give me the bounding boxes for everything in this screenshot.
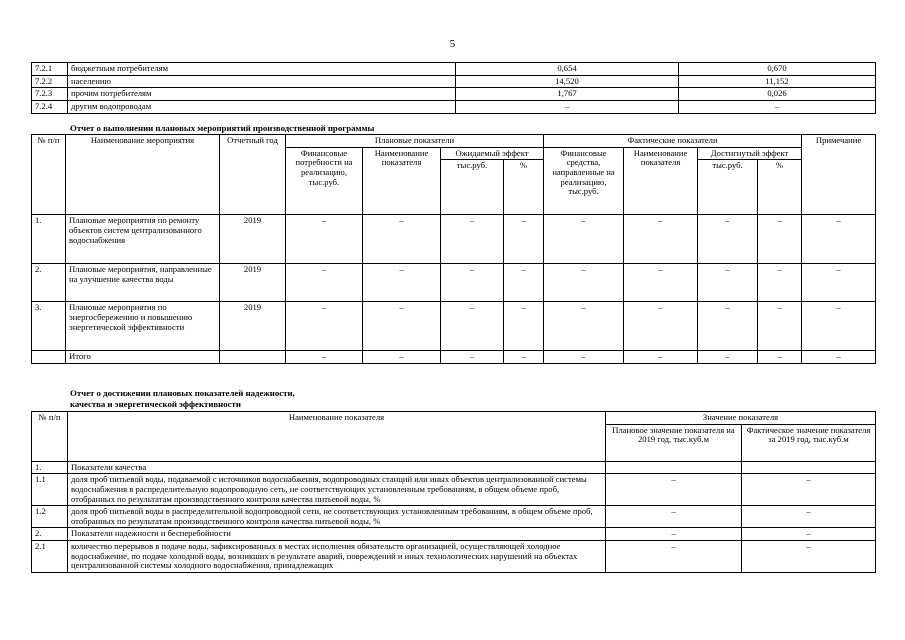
cell: – — [624, 351, 698, 364]
row-value-1: – — [456, 100, 679, 113]
row-number: 3. — [32, 302, 66, 351]
cell: – — [286, 302, 363, 351]
row-number: 1.1 — [32, 474, 68, 506]
cell: – — [441, 351, 504, 364]
table-row — [32, 302, 876, 351]
cell: – — [544, 302, 624, 351]
table-row — [32, 88, 876, 101]
cell: – — [802, 351, 876, 364]
row-name: Плановые мероприятия по ремонту объектов систем централизованного водоснабжения — [66, 215, 220, 264]
fact-value: – — [742, 541, 876, 573]
fact-value-header: Фактическое значение показателя за 2019 год, тыс.куб.м — [742, 424, 876, 461]
cell: – — [624, 302, 698, 351]
row-number: 2. — [32, 264, 66, 302]
row-value-1: 0,654 — [456, 63, 679, 76]
row-number: 2. — [32, 528, 68, 541]
plan-pct-header: % — [504, 160, 544, 215]
row-name: Показатели качества — [68, 461, 606, 474]
cell: – — [698, 302, 758, 351]
section2-title-line2: качества и энергетической эффективности — [70, 398, 241, 409]
row-year — [220, 351, 286, 364]
indicators-table — [31, 411, 876, 573]
fact-pct-header: % — [758, 160, 802, 215]
cell: – — [544, 264, 624, 302]
plan-rub-header: тыс.руб. — [441, 160, 504, 215]
cell: – — [504, 302, 544, 351]
row-value-2: – — [679, 100, 876, 113]
cell: – — [802, 264, 876, 302]
fact-value: – — [742, 528, 876, 541]
col-name-header: Наименование показателя — [68, 412, 606, 462]
row-name: прочим потребителям — [68, 88, 456, 101]
plan-value: – — [606, 506, 742, 528]
cell: – — [698, 351, 758, 364]
cell: – — [544, 215, 624, 264]
section2-title — [70, 388, 295, 409]
cell: – — [441, 264, 504, 302]
page-number: 5 — [449, 38, 456, 50]
table-row — [32, 264, 876, 302]
cell: – — [363, 215, 441, 264]
plan-group-header: Плановые показатели — [286, 135, 544, 148]
table-row — [32, 528, 876, 541]
fact-value: – — [742, 506, 876, 528]
table-row — [32, 63, 876, 76]
plan-value: – — [606, 528, 742, 541]
cell: – — [286, 215, 363, 264]
fact-rub-header: тыс.руб. — [698, 160, 758, 215]
table-row — [32, 461, 876, 474]
cell: – — [758, 302, 802, 351]
row-number: 1. — [32, 461, 68, 474]
row-name: доля проб питьевой воды, подаваемой с источников водоснабжения, водопроводных станций или иных объектов централизованной системы водоснабжения в распределительную водопроводную сеть, не соответствующих установленным требованиям, в общем объеме проб, отобранных по результатам производственного контроля качества питьевой воды, % — [68, 474, 606, 506]
col-name-header: Наименование мероприятия — [66, 135, 220, 215]
plan-ind-header: Наименование показателя — [363, 147, 441, 215]
cell: – — [698, 264, 758, 302]
cell: – — [758, 264, 802, 302]
cell: – — [802, 215, 876, 264]
row-number: 2.1 — [32, 541, 68, 573]
cell: – — [624, 215, 698, 264]
plan-value: – — [606, 541, 742, 573]
row-name: доля проб питьевой воды в распределительной водопроводной сети, не соответствующих установленным требованиям, в общем объеме проб, отобранных по результатам производственного контроля качества питьевой воды, % — [68, 506, 606, 528]
row-name: бюджетным потребителям — [68, 63, 456, 76]
col-num-header: № п/п — [32, 135, 66, 215]
top-table — [31, 62, 876, 114]
row-name: населению — [68, 75, 456, 88]
cell: – — [441, 302, 504, 351]
section1-title: Отчет о выполнении плановых мероприятий производственной программы — [70, 123, 375, 133]
cell: – — [363, 302, 441, 351]
row-number: 1.2 — [32, 506, 68, 528]
cell: – — [624, 264, 698, 302]
total-row — [32, 351, 876, 364]
cell: – — [504, 264, 544, 302]
cell: – — [802, 302, 876, 351]
fact-eff-header: Достигнутый эффект — [698, 147, 802, 160]
row-name: Показатели надежности и бесперебойности — [68, 528, 606, 541]
section2-title-line1: Отчет о достижении плановых показателей надежности, — [70, 388, 295, 398]
plan-value — [606, 461, 742, 474]
row-name: Итого — [66, 351, 220, 364]
row-number: 7.2.4 — [32, 100, 68, 113]
cell: – — [363, 351, 441, 364]
plan-value: – — [606, 474, 742, 506]
cell: – — [758, 215, 802, 264]
cell: – — [441, 215, 504, 264]
row-value-2: 0,670 — [679, 63, 876, 76]
row-name: другим водопроводам — [68, 100, 456, 113]
col-num-header: № п/п — [32, 412, 68, 462]
row-number: 1. — [32, 215, 66, 264]
cell: – — [286, 264, 363, 302]
row-name: количество перерывов в подаче воды, зафиксированных в местах исполнения обязательств организацией, осуществляющей холодное водоснабжение, по подаче холодной воды, возникших в результате аварий, повреждений и иных технологических нарушений на объектах централизованной системы холодного водоснабжения, принадлежащих — [68, 541, 606, 573]
row-value-1: 1,767 — [456, 88, 679, 101]
cell: – — [504, 215, 544, 264]
table-row — [32, 100, 876, 113]
table-row — [32, 506, 876, 528]
row-value-2: 0,026 — [679, 88, 876, 101]
plan-fin-header: Финансовые потребности на реализацию, тыс.руб. — [286, 147, 363, 215]
cell: – — [286, 351, 363, 364]
fact-group-header: Фактические показатели — [544, 135, 802, 148]
row-year: 2019 — [220, 302, 286, 351]
cell: – — [544, 351, 624, 364]
fact-value: – — [742, 474, 876, 506]
row-number: 7.2.1 — [32, 63, 68, 76]
table-row — [32, 215, 876, 264]
plan-eff-header: Ожидаемый эффект — [441, 147, 544, 160]
row-name: Плановые мероприятия, направленные на улучшение качества воды — [66, 264, 220, 302]
row-number: 7.2.3 — [32, 88, 68, 101]
row-number — [32, 351, 66, 364]
fact-fin-header: Финансовые средства, направленные на реализацию, тыс.руб. — [544, 147, 624, 215]
row-name: Плановые мероприятия по энергосбережению и повышению энергетической эффективности — [66, 302, 220, 351]
activities-table — [31, 134, 876, 364]
table-row — [32, 474, 876, 506]
cell: – — [363, 264, 441, 302]
cell: – — [698, 215, 758, 264]
table-row — [32, 541, 876, 573]
fact-value — [742, 461, 876, 474]
cell: – — [504, 351, 544, 364]
fact-ind-header: Наименование показателя — [624, 147, 698, 215]
table-row — [32, 75, 876, 88]
row-value-1: 14,520 — [456, 75, 679, 88]
note-header: Примечание — [802, 135, 876, 215]
col-year-header: Отчетный год — [220, 135, 286, 215]
row-year: 2019 — [220, 215, 286, 264]
value-group-header: Значение показателя — [606, 412, 876, 425]
cell: – — [758, 351, 802, 364]
row-year: 2019 — [220, 264, 286, 302]
row-value-2: 11,152 — [679, 75, 876, 88]
row-number: 7.2.2 — [32, 75, 68, 88]
plan-value-header: Плановое значение показателя на 2019 год, тыс.куб.м — [606, 424, 742, 461]
